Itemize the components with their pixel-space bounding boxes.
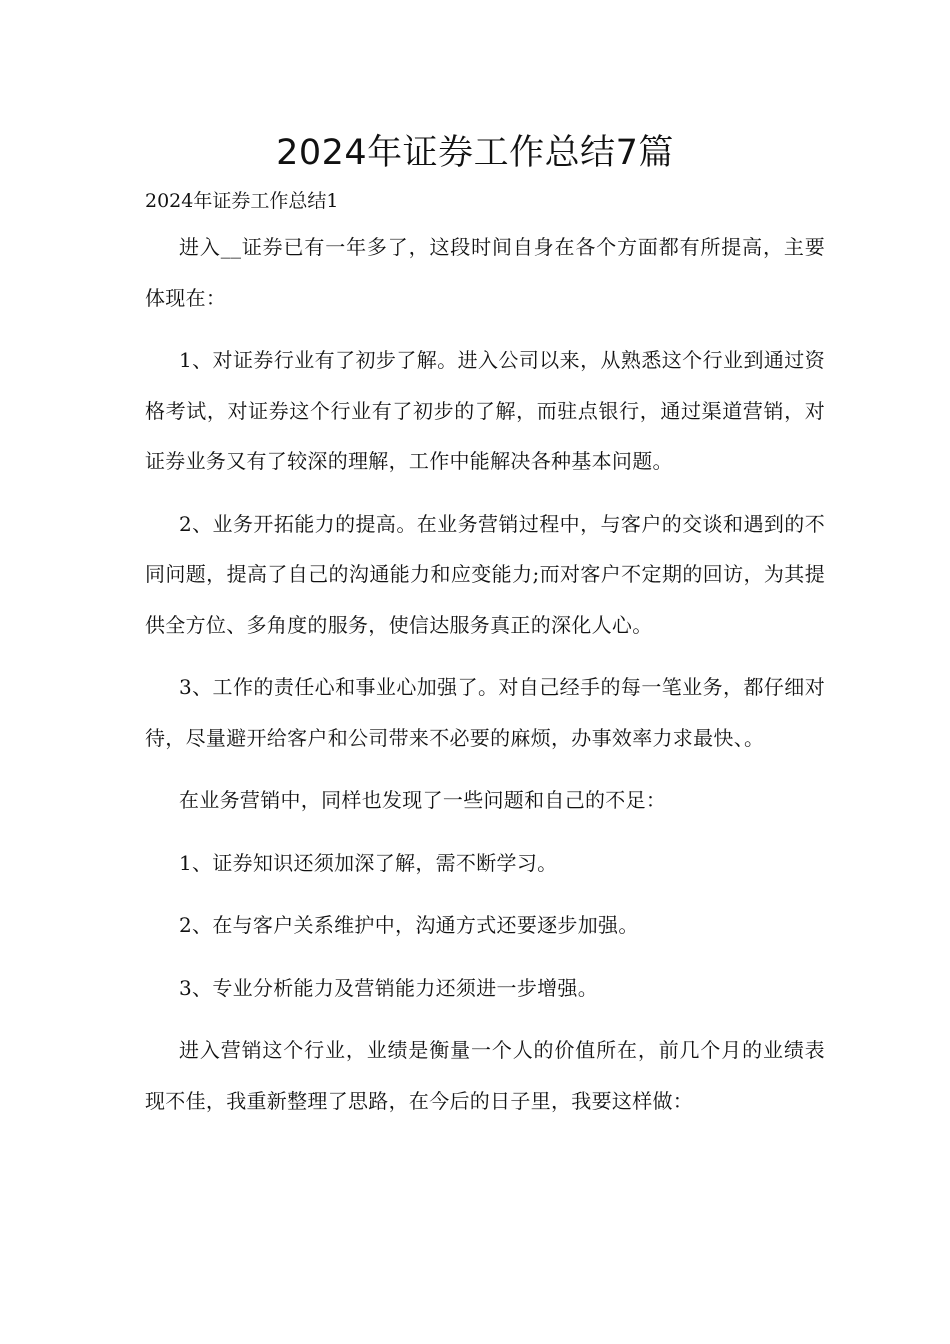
paragraph-shortcoming-1: 1、证券知识还须加深了解，需不断学习。 <box>179 850 558 875</box>
document-title: 2024年证券工作总结7篇 <box>276 133 674 173</box>
paragraph-point-3: 3、工作的责任心和事业心加强了。对自己经手的每一笔业务，都仔细对待，尽量避开给客户和公司带来不必要的麻烦，办事效率力求最快、。 <box>145 675 825 750</box>
paragraph-shortcoming-3: 3、专业分析能力及营销能力还须进一步增强。 <box>179 975 599 1000</box>
paragraph-intro: 进入__证券已有一年多了，这段时间自身在各个方面都有所提高，主要体现在： <box>145 235 825 310</box>
paragraph-point-1: 1、对证券行业有了初步了解。进入公司以来，从熟悉这个行业到通过资格考试，对证券这个行业有了初步的了解，而驻点银行，通过渠道营销，对证券业务又有了较深的理解，工作中能解决各种基本问题。 <box>145 348 825 473</box>
paragraph-plan: 进入营销这个行业，业绩是衡量一个人的价值所在，前几个月的业绩表现不佳，我重新整理了思路，在今后的日子里，我要这样做： <box>145 1038 825 1113</box>
document-body <box>145 222 825 1138</box>
paragraph-shortcoming-2: 2、在与客户关系维护中，沟通方式还要逐步加强。 <box>179 913 639 937</box>
section-heading: 2024年证券工作总结1 <box>145 190 339 212</box>
paragraph-point-2: 2、业务开拓能力的提高。在业务营销过程中，与客户的交谈和遇到的不同问题，提高了自己的沟通能力和应变能力;而对客户不定期的回访，为其提供全方位、多角度的服务，使信达服务真正的深化人心。 <box>145 511 825 637</box>
paragraph-shortcomings-intro: 在业务营销中，同样也发现了一些问题和自己的不足： <box>179 788 667 812</box>
